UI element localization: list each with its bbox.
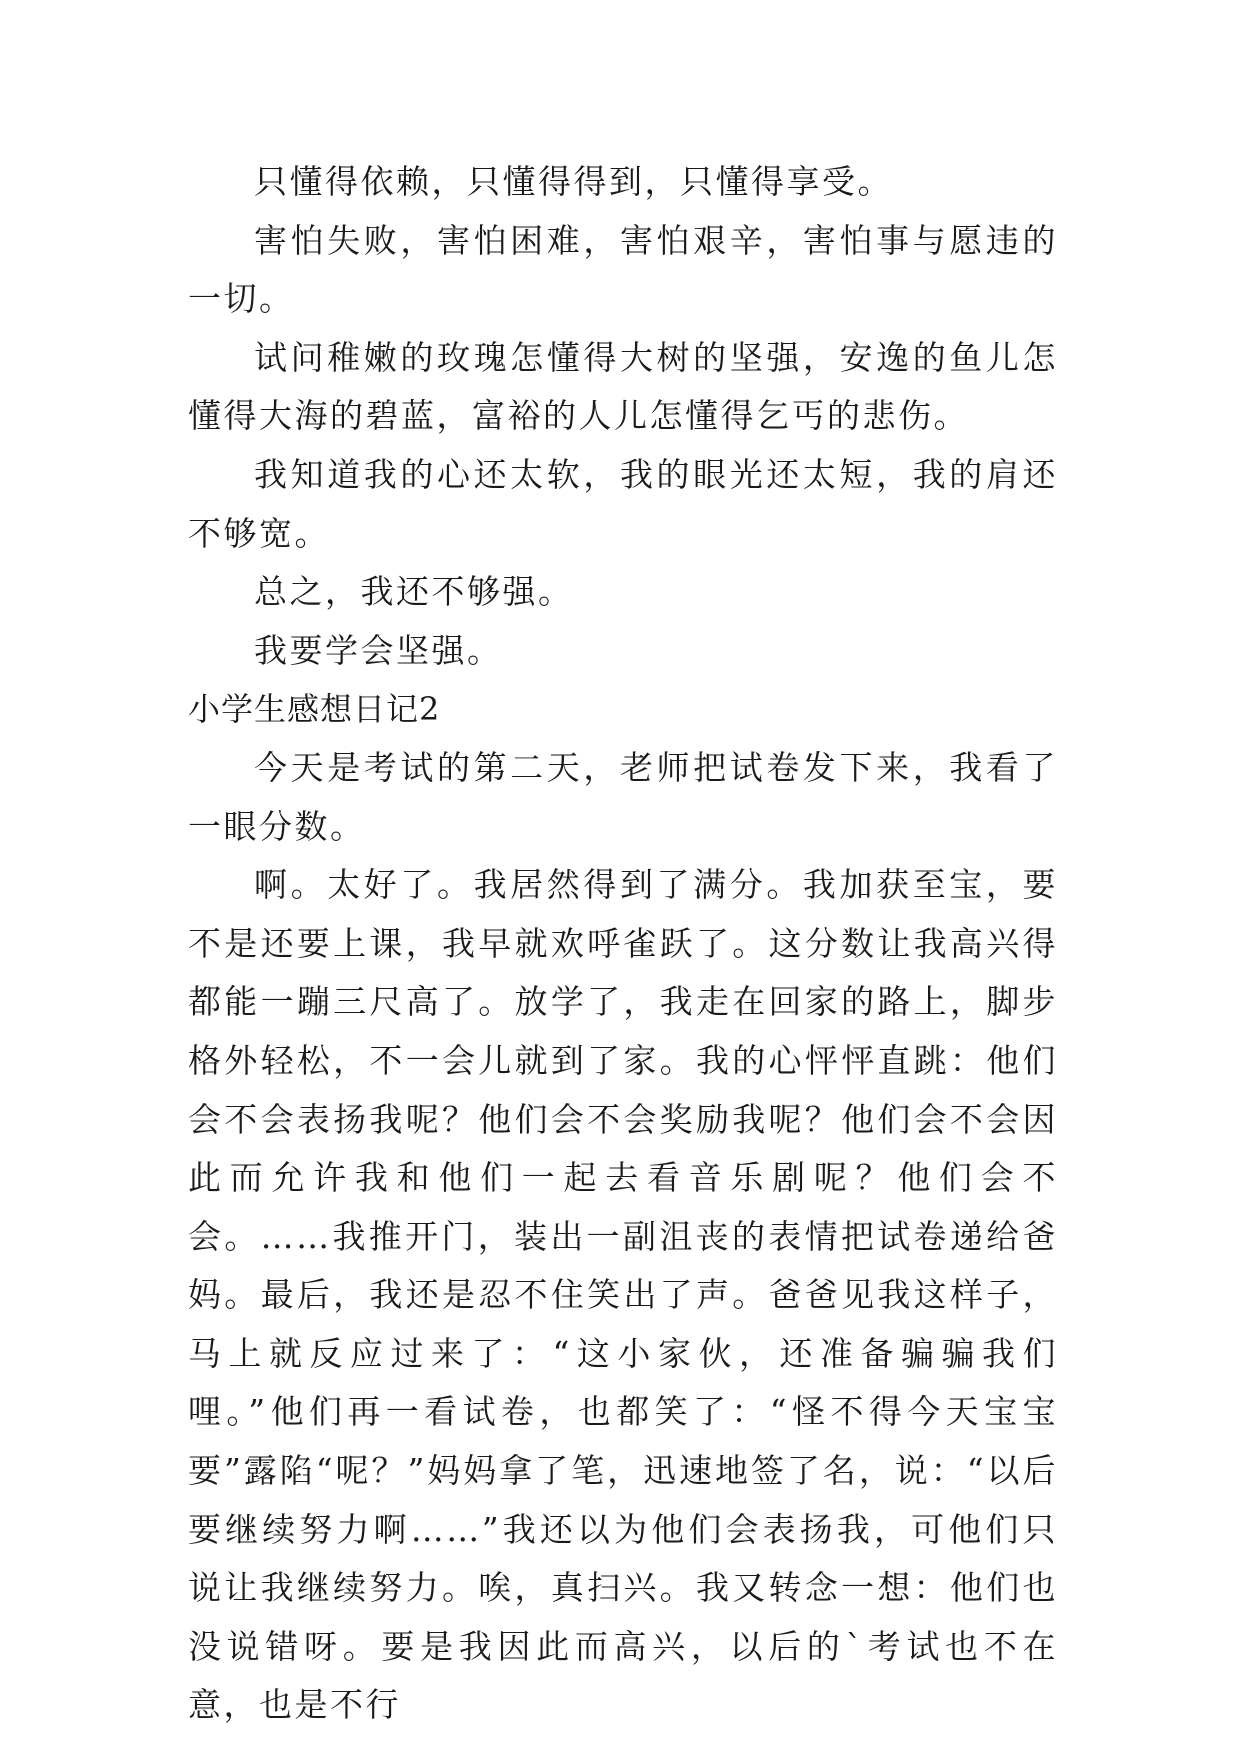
paragraph: 害怕失败，害怕困难，害怕艰辛，害怕事与愿违的一切。 bbox=[188, 220, 1058, 319]
paragraph: 我知道我的心还太软，我的眼光还太短，我的肩还不够宽。 bbox=[188, 454, 1058, 553]
paragraph: 总之，我还不够强。 bbox=[254, 572, 574, 612]
paragraph: 我要学会坚强。 bbox=[254, 630, 503, 670]
paragraph: 今天是考试的第二天，老师把试卷发下来，我看了一眼分数。 bbox=[188, 747, 1058, 846]
paragraph: 只懂得依赖，只懂得得到，只懂得享受。 bbox=[254, 162, 893, 201]
paragraph: 啊。太好了。我居然得到了满分。我加获至宝，要不是还要上课，我早就欢呼雀跃了。这分数让我高兴得都能一蹦三尺高了。放学了，我走在回家的路上，脚步格外轻松，不一会儿就到了家。我的心怦怦直跳：他们会不会表扬我呢？他们会不会奖励我呢？他们会不会因此而允许我和他们一起去看音乐剧呢？他们会不会。……我推开门，装出一副沮丧的表情把试卷递给爸妈。最后，我还是忍不住笑出了声。爸爸见我这样子，马上就反应过来了：“这小家伙，还准备骗骗我们哩。”他们再一看试卷，也都笑了：“怪不得今天宝宝要”露陷“呢？”妈妈拿了笔，迅速地签了名，说：“以后要继续努力啊……”我还以为他们会表扬我，可他们只说让我继续努力。唉，真扫兴。我又转念一想：他们也没说错呀。要是我因此而高兴，以后的`考试也不在意，也是不行 bbox=[188, 865, 1058, 1725]
paragraph: 试问稚嫩的玫瑰怎懂得大树的坚强，安逸的鱼儿怎懂得大海的碧蓝，富裕的人儿怎懂得乞丐的悲伤。 bbox=[188, 337, 1058, 436]
document-body bbox=[188, 153, 1058, 1735]
section-title: 小学生感想日记2 bbox=[188, 690, 441, 729]
